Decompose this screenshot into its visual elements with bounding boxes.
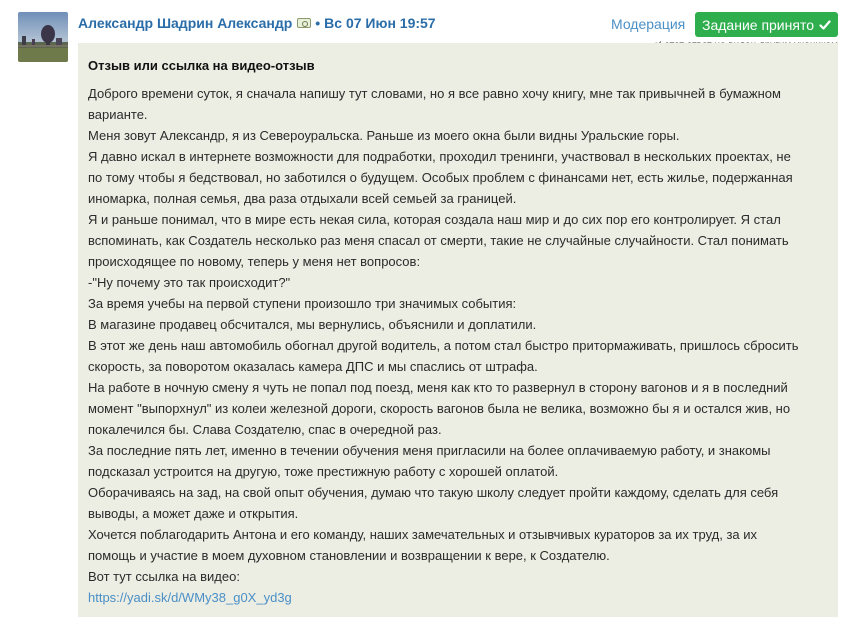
answer-paragraph: За время учебы на первой ступени произошло три значимых события: <box>88 296 517 311</box>
answer-paragraph: Вот тут ссылка на видео: <box>88 569 240 584</box>
answer-paragraph: Я и раньше понимал, что в мире есть некая сила, которая создала наш мир и до сих пор его контролирует. Я стал вспоминать, как Создатель несколько раз меня спасал от смерти, такие не случайные случайности. Стал понимать происходящее по новому, теперь у меня нет вопросов: <box>88 212 789 269</box>
answer-paragraph: В магазине продавец обсчитался, мы вернулись, объяснили и доплатили. <box>88 317 537 332</box>
separator: • <box>315 15 321 31</box>
check-icon <box>819 19 831 31</box>
video-link[interactable]: https://yadi.sk/d/WMy38_g0X_yd3g <box>88 590 292 605</box>
post-date: Вс 07 Июн 19:57 <box>324 15 436 31</box>
answer-body <box>88 83 808 608</box>
answer-paragraph: На работе в ночную смену я чуть не попал под поезд, меня как кто то развернул в сторону вагонов и я в последний момент "выпорхнул" из колеи железной дороги, скорость вагонов была не велика, возможно бы я и остался жив, но покалечился бы. Слава Создателю, спас в очередной раз. <box>88 380 791 437</box>
post-header <box>78 14 436 32</box>
avatar-photo <box>18 12 68 62</box>
answer-paragraph: Оборачиваясь на зад, на свой опыт обучения, думаю что такую школу следует пройти каждому, сделать для себя выводы, а может даже и открытия. <box>88 485 779 521</box>
answer-paragraph: -"Ну почему это так происходит?" <box>88 275 291 290</box>
video-link-paragraph <box>88 587 808 608</box>
answer-paragraph: Меня зовут Александр, я из Североуральска. Раньше из моего окна были видны Уральские горы. <box>88 128 680 143</box>
moderation-link[interactable]: Модерация <box>611 16 686 32</box>
task-accepted-label: Задание принято <box>702 16 814 33</box>
answer-paragraph: Доброго времени суток, я сначала напишу тут словами, но я все равно хочу книгу, мне так привычней в бумажном варианте. <box>88 86 781 122</box>
avatar[interactable] <box>18 12 68 62</box>
answer-paragraph: За последние пять лет, именно в течении обучения меня пригласили на более оплачиваемую работу, и знакомы подсказал устроится на другую, тоже престижную работу с хорошей оплатой. <box>88 443 771 479</box>
answer-paragraph: В этот же день наш автомобиль обогнал другой водитель, а потом стал быстро притормаживать, пришлось сбросить скорость, за поворотом оказалась камера ДПС и мы спаслись от штрафа. <box>88 338 799 374</box>
camera-icon <box>297 18 311 28</box>
answer-card <box>78 43 838 617</box>
answer-paragraph: Я давно искал в интернете возможности для подработки, проходил тренинги, участвовал в нескольких проектах, не по тому чтобы я бедствовал, но заботился о будущем. Особых проблем с финансами нет, есть жилье, подержанная иномарка, полная семья, два раза отдыхали всей семьей за границей. <box>88 149 793 206</box>
author-name-link[interactable]: Александр Шадрин Александр <box>78 15 293 31</box>
task-accepted-button[interactable] <box>695 12 838 37</box>
answer-title: Отзыв или ссылка на видео-отзыв <box>88 58 315 73</box>
answer-paragraph: Хочется поблагодарить Антона и его команду, наших замечательных и отзывчивых кураторов за их труд, за их помощь и участие в моем духовном становлении и возвращении к вере, к Создателю. <box>88 527 758 563</box>
